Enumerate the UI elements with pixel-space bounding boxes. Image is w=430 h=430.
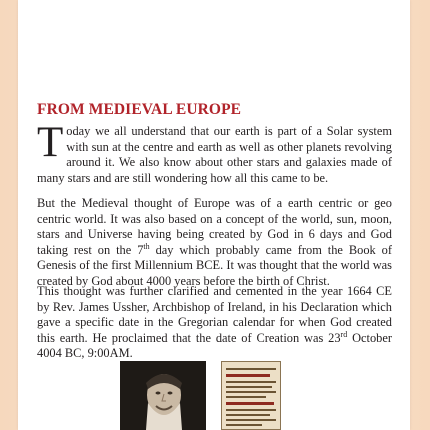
paragraph-medieval-text-a: But the Medieval thought of Europe was of a earth centric or geo centric world. It was also based on a concept of the world, sun, moon, stars and Universe having being created by God in 6 days and God taking rest on the 7 <box>37 196 392 257</box>
ordinal-suffix: th <box>143 241 150 251</box>
paragraph-ussher-text-a: This thought was further clarified and cemented in the year 1664 CE by Rev. James Ussher, Archbishop of Ireland, in his Declaration which gave a specific date in the Gregorian calendar for when God created this earth. He proclaimed that the date of Creation was 23 <box>37 284 392 345</box>
ussher-portrait-image <box>120 361 206 430</box>
section-heading: FROM MEDIEVAL EUROPE <box>37 101 242 118</box>
paragraph-ussher-text-b: October 4004 BC, 9:00AM. <box>37 330 392 360</box>
paragraph-ussher <box>37 284 392 362</box>
declaration-title-page-image <box>221 361 281 430</box>
paragraph-medieval-text-b: day which probably came from the Book of Genesis of the first Millennium BCE. It was thought that the world was created by God about 4000 years before the birth of Christ. <box>37 242 393 288</box>
drop-cap: T <box>37 119 64 166</box>
portrait-icon <box>120 361 206 430</box>
paragraph-intro-text: oday we all understand that our earth is part of a Solar system with sun at the centre and earth as well as other planets revolving around it. We also know about other stars and galaxies made of many stars and are still wondering how all this came to be. <box>37 124 392 185</box>
paragraph-medieval-thought <box>37 196 392 289</box>
ordinal-suffix: rd <box>340 329 348 339</box>
paragraph-intro <box>37 119 392 186</box>
